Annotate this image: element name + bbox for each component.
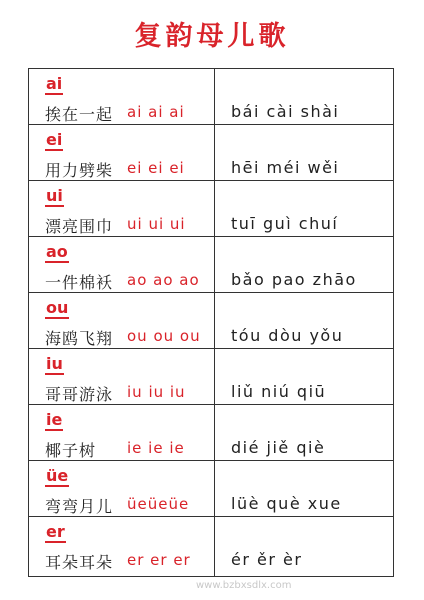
final-repeat: iu iu iu bbox=[127, 383, 186, 401]
table-row bbox=[29, 517, 393, 573]
phrase-text: 弯弯月儿 bbox=[45, 497, 114, 516]
phrase-text: 一件棉袄 bbox=[45, 273, 114, 292]
phrase-text: 海鸥飞翔 bbox=[45, 329, 114, 348]
pinyin-examples: tóu dòu yǒu bbox=[231, 326, 344, 345]
phrase-text: 漂亮围巾 bbox=[45, 217, 114, 236]
final-label: üe bbox=[46, 466, 69, 485]
final-label: ou bbox=[46, 298, 69, 317]
table-row bbox=[29, 69, 393, 125]
pinyin-examples: liǔ niú qiū bbox=[231, 382, 327, 401]
pinyin-examples: tuī guì chuí bbox=[231, 214, 339, 233]
table-row bbox=[29, 237, 393, 293]
final-label: er bbox=[46, 522, 65, 541]
pinyin-examples: lüè què xue bbox=[231, 494, 342, 513]
phrase-text: 挨在一起 bbox=[45, 105, 114, 124]
final-label: ei bbox=[46, 130, 63, 149]
phrase-text: 哥哥游泳 bbox=[45, 385, 114, 404]
final-label: iu bbox=[46, 354, 63, 373]
final-label: ui bbox=[46, 186, 63, 205]
table-row bbox=[29, 293, 393, 349]
pinyin-examples: bái cài shài bbox=[231, 102, 340, 121]
table-row bbox=[29, 181, 393, 237]
table-row bbox=[29, 125, 393, 181]
table-row bbox=[29, 349, 393, 405]
final-repeat: üeüeüe bbox=[127, 495, 190, 513]
final-label: ie bbox=[46, 410, 63, 429]
final-repeat: ei ei ei bbox=[127, 159, 185, 177]
final-repeat: ou ou ou bbox=[127, 327, 201, 345]
final-repeat: ie ie ie bbox=[127, 439, 185, 457]
final-label: ao bbox=[46, 242, 68, 261]
pinyin-examples: bǎo pao zhāo bbox=[231, 270, 357, 289]
phrase-text: 椰子树 bbox=[45, 441, 97, 460]
pinyin-examples: hēi méi wěi bbox=[231, 158, 340, 177]
finals-table bbox=[28, 68, 394, 577]
final-repeat: ai ai ai bbox=[127, 103, 185, 121]
final-repeat: er er er bbox=[127, 551, 191, 569]
page-title: 复韵母儿歌 bbox=[134, 21, 290, 52]
pinyin-examples: ér ěr èr bbox=[231, 550, 303, 569]
final-repeat: ao ao ao bbox=[127, 271, 200, 289]
final-label: ai bbox=[46, 74, 63, 93]
table-row bbox=[29, 405, 393, 461]
phrase-text: 耳朵耳朵 bbox=[45, 553, 114, 572]
phrase-text: 用力劈柴 bbox=[45, 161, 114, 180]
pinyin-examples: dié jiě qiè bbox=[231, 438, 326, 457]
table-row bbox=[29, 461, 393, 517]
watermark: www.bzbxsdlx.com bbox=[196, 580, 292, 591]
final-repeat: ui ui ui bbox=[127, 215, 186, 233]
